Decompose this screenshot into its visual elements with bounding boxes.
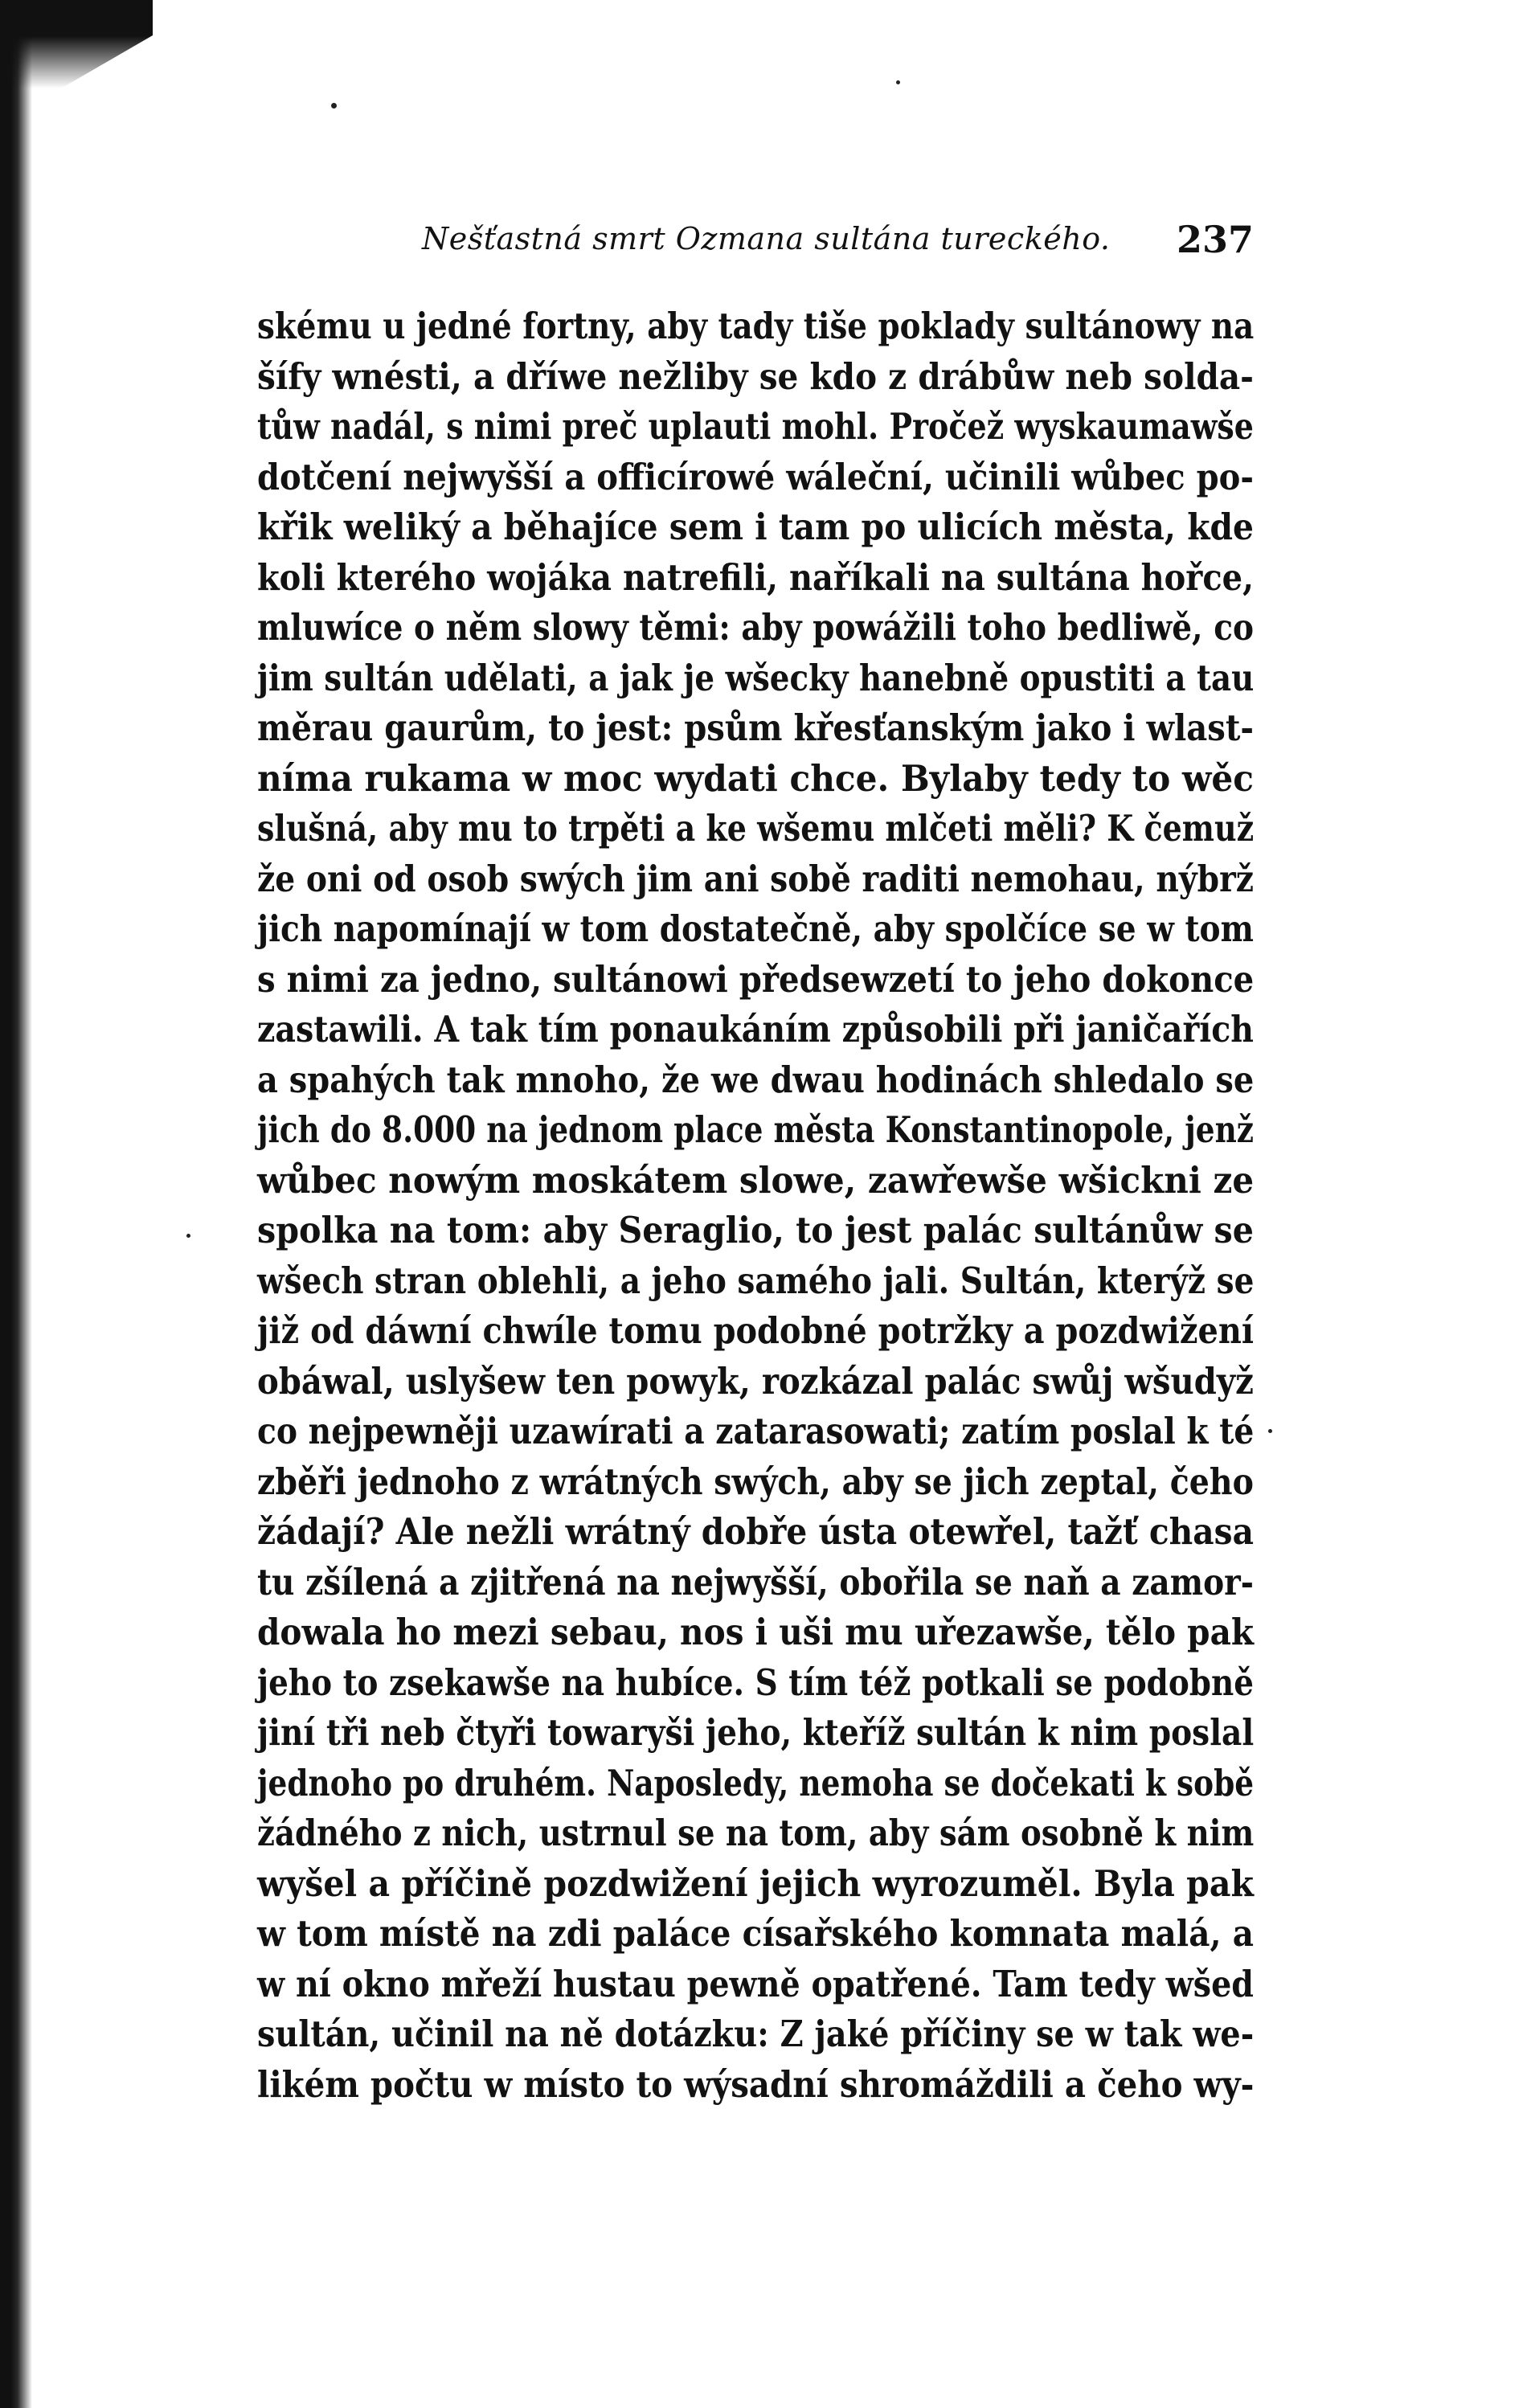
text-line: zastawili. A tak tím ponaukáním způsobili při janičařích bbox=[257, 1008, 1254, 1050]
body-text bbox=[257, 301, 1254, 2110]
scan-speck bbox=[896, 80, 900, 84]
text-line: spolka na tom: aby Seraglio, to jest palác sultánůw se bbox=[257, 1209, 1254, 1251]
text-line: obáwal, uslyšew ten powyk, rozkázal palác swůj wšudyž bbox=[257, 1359, 1254, 1403]
scan-speck bbox=[1268, 1429, 1272, 1433]
text-line: likém počtu w místo to wýsadní shromáždili a čeho wy- bbox=[257, 2062, 1255, 2106]
text-line: měrau gaurům, to jest: psům křesťanským jako i wlast- bbox=[257, 706, 1255, 749]
scan-shadow-edge bbox=[0, 0, 32, 2408]
text-line: dotčení nejwyšší a officírowé wáleční, učinili wůbec po- bbox=[257, 455, 1254, 498]
text-line: jich napomínají w tom dostatečně, aby spolčíce se w tom bbox=[257, 907, 1254, 950]
text-line: sultán, učinil na ně dotázku: Z jaké příčiny se w tak we- bbox=[257, 2013, 1255, 2055]
text-line: wyšel a příčině pozdwižení jejich wyrozuměl. Byla pak bbox=[257, 1861, 1254, 1905]
text-line: w ní okno mřeží hustau pewně opatřené. Tam tedy wšed bbox=[257, 1962, 1255, 2005]
text-line: co nejpewněji uzawírati a zatarasowati; zatím poslal k té bbox=[257, 1410, 1255, 1452]
text-line: žádají? Ale nežli wrátný dobře ústa otewřel, tažť chasa bbox=[257, 1510, 1254, 1553]
scan-speck bbox=[186, 1234, 190, 1238]
text-line: wšech stran oblehli, a jeho samého jali. Sultán, kterýž se bbox=[257, 1259, 1255, 1302]
text-line: w tom místě na zdi paláce císařského komnata malá, a bbox=[257, 1912, 1255, 1955]
text-line: s nimi za jedno, sultánowi předsewzetí to jeho dokonce bbox=[257, 957, 1255, 1001]
text-line: tůw nadál, s nimi preč uplauti mohl. Pročež wyskaumawše bbox=[257, 405, 1254, 448]
text-line: jednoho po druhém. Naposledy, nemoha se dočekati k sobě bbox=[257, 1761, 1255, 1804]
text-line: dowala ho mezi sebau, nos i uši mu uřezawše, tělo pak bbox=[257, 1611, 1255, 1653]
scan-speck bbox=[331, 103, 337, 109]
text-line: jeho to zsekawše na hubíce. S tím též potkali se podobně bbox=[257, 1661, 1254, 1704]
text-line: a spahých tak mnoho, že we dwau hodinách shledalo se bbox=[257, 1058, 1255, 1101]
header-title: Nešťastná smrt Ozmana sultána tureckého. bbox=[422, 221, 1111, 256]
text-line: že oni od osob swých jim ani sobě raditi nemohau, nýbrž bbox=[257, 857, 1255, 900]
running-head bbox=[257, 218, 1254, 269]
text-line: wůbec nowým moskátem slowe, zawřewše wšickni ze bbox=[257, 1158, 1255, 1202]
page-number: 237 bbox=[1176, 218, 1254, 261]
text-line: již od dáwní chwíle tomu podobné potržky a pozdwižení bbox=[257, 1309, 1254, 1352]
text-line: jim sultán udělati, a jak je wšecky hanebně opustiti a tau bbox=[257, 656, 1255, 699]
text-line: křik weliký a běhajíce sem i tam po ulicích města, kde bbox=[257, 506, 1255, 548]
text-line: koli kterého wojáka natrefili, naříkali na sultána hořce, bbox=[257, 555, 1254, 599]
text-line: jiní tři neb čtyři towaryši jeho, kteříž sultán k nim poslal bbox=[257, 1711, 1255, 1754]
text-line: mluwíce o něm slowy těmi: aby powážili toho bedliwě, co bbox=[257, 606, 1254, 649]
text-line: skému u jedné fortny, aby tady tiše poklady sultánowy na bbox=[257, 305, 1255, 347]
text-line: tu zšílená a zjitřená na nejwyšší, obořila se naň a zamor- bbox=[257, 1560, 1254, 1603]
scan-shadow-corner bbox=[0, 0, 153, 88]
text-line: jich do 8.000 na jednom place města Konstantinopole, jenž bbox=[257, 1108, 1255, 1151]
text-line: šífy wnésti, a dříwe nežliby se kdo z drábůw neb solda- bbox=[257, 354, 1255, 398]
text-line: žádného z nich, ustrnul se na tom, aby sám osobně k nim bbox=[257, 1812, 1255, 1854]
text-line: níma rukama w moc wydati chce. Bylaby tedy to wěc bbox=[257, 756, 1255, 800]
text-line: zběři jednoho z wrátných swých, aby se jich zeptal, čeho bbox=[257, 1460, 1254, 1503]
text-line: slušná, aby mu to trpěti a ke wšemu mlčeti měli? K čemuž bbox=[257, 807, 1255, 850]
